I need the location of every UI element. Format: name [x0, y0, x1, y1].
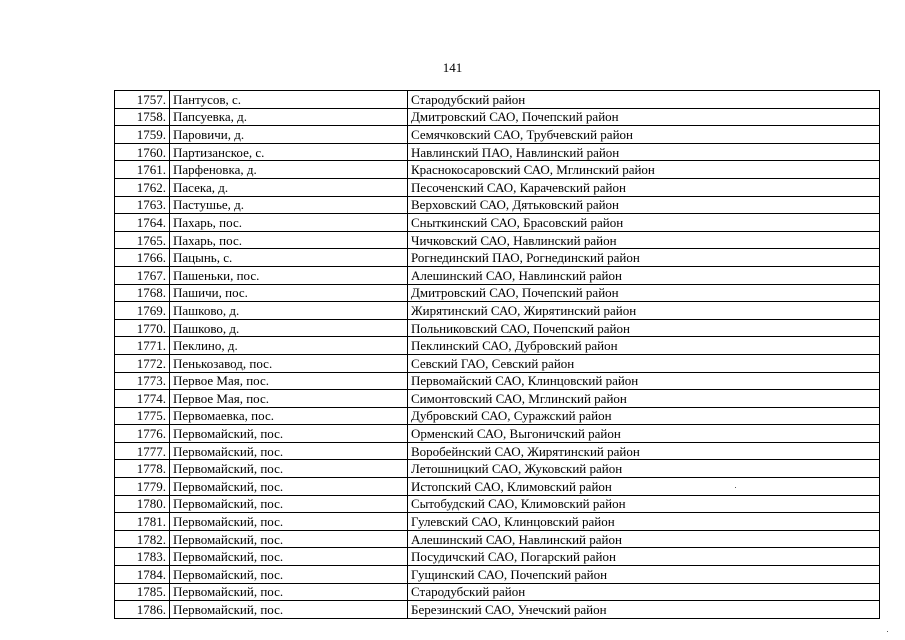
row-number: 1773.	[115, 372, 170, 390]
administrative-district: Песоченский САО, Карачевский район	[408, 178, 880, 196]
administrative-district: Стародубский район	[408, 91, 880, 109]
administrative-district: Польниковский САО, Почепский район	[408, 319, 880, 337]
row-number: 1777.	[115, 442, 170, 460]
settlement-name: Паровичи, д.	[170, 126, 408, 144]
row-number: 1779.	[115, 478, 170, 496]
table-row	[115, 530, 880, 548]
row-number: 1786.	[115, 601, 170, 619]
table-row	[115, 372, 880, 390]
table-row	[115, 601, 880, 619]
page-number: 141	[442, 60, 463, 75]
settlement-name: Пастушье, д.	[170, 196, 408, 214]
settlement-name: Парфеновка, д.	[170, 161, 408, 179]
administrative-district: Симонтовский САО, Мглинский район	[408, 390, 880, 408]
administrative-district: Орменский САО, Выгоничский район	[408, 425, 880, 443]
settlement-name: Пахарь, пос.	[170, 231, 408, 249]
table-row	[115, 495, 880, 513]
table-row	[115, 407, 880, 425]
administrative-district: Гущинский САО, Почепский район	[408, 566, 880, 584]
administrative-district: Верховский САО, Дятьковский район	[408, 196, 880, 214]
settlement-name: Пашково, д.	[170, 302, 408, 320]
administrative-district: Чичковский САО, Навлинский район	[408, 231, 880, 249]
row-number: 1771.	[115, 337, 170, 355]
row-number: 1762.	[115, 178, 170, 196]
table-row	[115, 161, 880, 179]
administrative-district: Посудичский САО, Погарский район	[408, 548, 880, 566]
administrative-district: Сытобудский САО, Климовский район	[408, 495, 880, 513]
table-row	[115, 91, 880, 109]
settlement-name: Папсуевка, д.	[170, 108, 408, 126]
settlement-name: Первомайский, пос.	[170, 425, 408, 443]
table-row	[115, 583, 880, 601]
settlement-name: Первомайский, пос.	[170, 566, 408, 584]
settlement-name: Пеклино, д.	[170, 337, 408, 355]
administrative-district: Рогнединский ПАО, Рогнединский район	[408, 249, 880, 267]
row-number: 1757.	[115, 91, 170, 109]
settlement-name: Первомайский, пос.	[170, 548, 408, 566]
settlement-name: Первомайский, пос.	[170, 583, 408, 601]
settlement-name: Первомайский, пос.	[170, 460, 408, 478]
row-number: 1766.	[115, 249, 170, 267]
table-row	[115, 390, 880, 408]
table-row	[115, 460, 880, 478]
settlement-name: Пашеньки, пос.	[170, 266, 408, 284]
row-number: 1772.	[115, 354, 170, 372]
row-number: 1764.	[115, 214, 170, 232]
table-row	[115, 319, 880, 337]
administrative-district: Березинский САО, Унечский район	[408, 601, 880, 619]
administrative-district: Первомайский САО, Клинцовский район	[408, 372, 880, 390]
row-number: 1763.	[115, 196, 170, 214]
administrative-district: Семячковский САО, Трубчевский район	[408, 126, 880, 144]
table-row	[115, 249, 880, 267]
row-number: 1760.	[115, 143, 170, 161]
row-number: 1781.	[115, 513, 170, 531]
administrative-district: Краснокосаровский САО, Мглинский район	[408, 161, 880, 179]
scan-speck	[735, 487, 736, 488]
administrative-district: Сныткинский САО, Брасовский район	[408, 214, 880, 232]
table-row	[115, 284, 880, 302]
table-row	[115, 478, 880, 496]
administrative-district: Алешинский САО, Навлинский район	[408, 266, 880, 284]
settlement-name: Первомайский, пос.	[170, 513, 408, 531]
table-row	[115, 231, 880, 249]
administrative-district: Севский ГАО, Севский район	[408, 354, 880, 372]
row-number: 1775.	[115, 407, 170, 425]
administrative-district: Воробейнский САО, Жирятинский район	[408, 442, 880, 460]
table-row	[115, 566, 880, 584]
settlement-name: Пенькозавод, пос.	[170, 354, 408, 372]
settlement-name: Первомайский, пос.	[170, 478, 408, 496]
row-number: 1767.	[115, 266, 170, 284]
table-row	[115, 442, 880, 460]
settlement-name: Пасека, д.	[170, 178, 408, 196]
settlement-name: Пантусов, с.	[170, 91, 408, 109]
row-number: 1778.	[115, 460, 170, 478]
settlement-name: Партизанское, с.	[170, 143, 408, 161]
administrative-district: Навлинский ПАО, Навлинский район	[408, 143, 880, 161]
administrative-district: Стародубский район	[408, 583, 880, 601]
row-number: 1759.	[115, 126, 170, 144]
administrative-district: Дубровский САО, Суражский район	[408, 407, 880, 425]
table-row	[115, 302, 880, 320]
table-row	[115, 266, 880, 284]
administrative-district: Летошницкий САО, Жуковский район	[408, 460, 880, 478]
table-row	[115, 425, 880, 443]
row-number: 1758.	[115, 108, 170, 126]
settlement-name: Пацынь, с.	[170, 249, 408, 267]
row-number: 1769.	[115, 302, 170, 320]
row-number: 1761.	[115, 161, 170, 179]
table-row	[115, 354, 880, 372]
row-number: 1782.	[115, 530, 170, 548]
settlement-name: Первомайский, пос.	[170, 601, 408, 619]
settlement-name: Первое Мая, пос.	[170, 390, 408, 408]
settlements-table	[114, 90, 880, 619]
row-number: 1780.	[115, 495, 170, 513]
table-row	[115, 126, 880, 144]
row-number: 1784.	[115, 566, 170, 584]
settlement-name: Первое Мая, пос.	[170, 372, 408, 390]
table-row	[115, 108, 880, 126]
row-number: 1765.	[115, 231, 170, 249]
settlements-table-body	[115, 91, 880, 619]
table-row	[115, 337, 880, 355]
administrative-district: Дмитровский САО, Почепский район	[408, 108, 880, 126]
table-row	[115, 143, 880, 161]
settlement-name: Первомайский, пос.	[170, 442, 408, 460]
scan-speck	[887, 631, 888, 632]
administrative-district: Истопский САО, Климовский район	[408, 478, 880, 496]
settlement-name: Пашичи, пос.	[170, 284, 408, 302]
row-number: 1783.	[115, 548, 170, 566]
settlement-name: Пахарь, пос.	[170, 214, 408, 232]
settlement-name: Первомайский, пос.	[170, 530, 408, 548]
settlement-name: Первомайский, пос.	[170, 495, 408, 513]
table-row	[115, 178, 880, 196]
settlement-name: Пашково, д.	[170, 319, 408, 337]
row-number: 1774.	[115, 390, 170, 408]
administrative-district: Пеклинский САО, Дубровский район	[408, 337, 880, 355]
settlement-name: Первомаевка, пос.	[170, 407, 408, 425]
table-row	[115, 214, 880, 232]
row-number: 1768.	[115, 284, 170, 302]
table-row	[115, 513, 880, 531]
table-row	[115, 548, 880, 566]
row-number: 1770.	[115, 319, 170, 337]
administrative-district: Гулевский САО, Клинцовский район	[408, 513, 880, 531]
administrative-district: Дмитровский САО, Почепский район	[408, 284, 880, 302]
administrative-district: Алешинский САО, Навлинский район	[408, 530, 880, 548]
table-row	[115, 196, 880, 214]
row-number: 1776.	[115, 425, 170, 443]
row-number: 1785.	[115, 583, 170, 601]
administrative-district: Жирятинский САО, Жирятинский район	[408, 302, 880, 320]
